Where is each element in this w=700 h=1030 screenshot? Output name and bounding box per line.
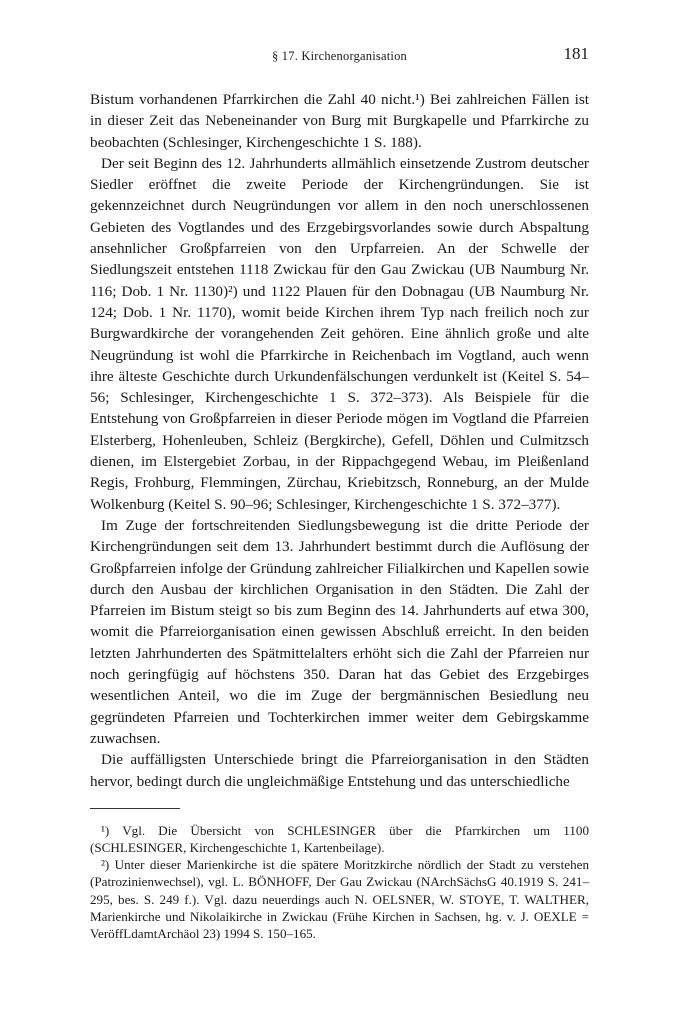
page-header xyxy=(90,44,589,66)
paragraph-third-period: Im Zuge der fortschreitenden Siedlungsbewegung ist die dritte Periode der Kirchengründungen seit dem 13. Jahrhundert bestimmt durch die Auflösung der Großpfarreien infolge der Gründung zahlreicher Filialkirchen und Kapellen sowie durch den Ausbau der kirchlichen Organisation in den Städten. Die Zahl der Pfarreien im Bistum steigt so bis zum Beginn des 14. Jahrhunderts auf etwa 300, womit die Pfarreiorganisation einen gewissen Abschluß erreicht. In den beiden letzten Jahrhunderten des Spätmittelalters erhöht sich die Zahl der Pfarreien nur noch geringfügig auf höchstens 350. Daran hat das Gebiet des Erzgebirges wesentlichen Anteil, wo die im Zuge der bergmännischen Besiedlung neu gegründeten Pfarreien und Tochterkirchen immer weiter dem Gebirgskamme zuwachsen. xyxy=(90,516,589,747)
footnotes xyxy=(90,822,589,942)
footnote-divider xyxy=(90,808,180,809)
book-page xyxy=(90,44,589,942)
footnote-2: ²) Unter dieser Marienkirche ist die spätere Moritzkirche nördlich der Stadt zu verstehen (Patrozinienwechsel), vgl. L. BÖNHOFF, Der Gau Zwickau (NArchSächsG 40.1919 S. 241–295, bes. S. 249 f.). Vgl. dazu neuerdings auch N. OELSNER, W. STOYE, T. WALTHER, Marienkirche und Nikolaikirche in Zwickau (Frühe Kirchen in Sachsen, hg. v. J. OEXLE = VeröffLdamtArchäol 23) 1994 S. 150–165. xyxy=(90,857,589,942)
paragraph-cities: Die auffälligsten Unterschiede bringt die Pfarreiorganisation in den Städten hervor, bedingt durch die ungleichmäßige Entstehung und das unterschiedliche xyxy=(90,751,589,790)
running-head: § 17. Kirchenorganisation xyxy=(272,49,407,63)
page-number: 181 xyxy=(563,44,589,63)
footnote-1: ¹) Vgl. Die Übersicht von SCHLESINGER über die Pfarrkirchen um 1100 (SCHLESINGER, Kirchengeschichte 1, Kartenbeilage). xyxy=(90,822,589,855)
body-text xyxy=(90,89,589,792)
paragraph-second-period: Der seit Beginn des 12. Jahrhunderts allmählich einsetzende Zustrom deutscher Siedler eröffnet die zweite Periode der Kirchengründungen. Sie ist gekennzeichnet durch Neugründungen vor allem in den noch unerschlossenen Gebieten des Vogtlandes und des Erzgebirgsvorlandes sowie durch Abspaltung ansehnlicher Großpfarreien von den Urpfarreien. An der Schwelle der Siedlungszeit entstehen 1118 Zwickau für den Gau Zwickau (UB Naumburg Nr. 116; Dob. 1 Nr. 1130)²) und 1122 Plauen für den Dobnagau (UB Naumburg Nr. 124; Dob. 1 Nr. 1170), womit beide Kirchen ihrem Typ nach freilich noch zur Burgwardkirche der vorangehenden Zeit gehören. Eine ähnlich große und alte Neugründung ist wohl die Pfarrkirche in Reichenbach im Vogtland, auch wenn ihre älteste Geschichte durch Urkundenfälschungen verdunkelt ist (Keitel S. 54–56; Schlesinger, Kirchengeschichte 1 S. 372–373). Als Beispiele für die Entstehung von Großpfarreien in dieser Periode mögen im Vogtland die Pfarreien Elsterberg, Hohenleuben, Schleiz (Bergkirche), Gefell, Döhlen und Culmitzsch dienen, im Elstergebiet Zorbau, in der Rippachgegend Webau, im Pleißenland Regis, Frohburg, Flemmingen, Zürchau, Kriebitzsch, Ronneburg, an der Mulde Wolkenburg (Keitel S. 90–96; Schlesinger, Kirchengeschichte 1 S. 372–377). xyxy=(90,154,589,513)
paragraph-continued: Bistum vorhandenen Pfarrkirchen die Zahl 40 nicht.¹) Bei zahlreichen Fällen ist in dieser Zeit das Nebeneinander von Burg mit Burgkapelle und Pfarrkirche zu beobachten (Schlesinger, Kirchengeschichte 1 S. 188). xyxy=(90,91,589,151)
